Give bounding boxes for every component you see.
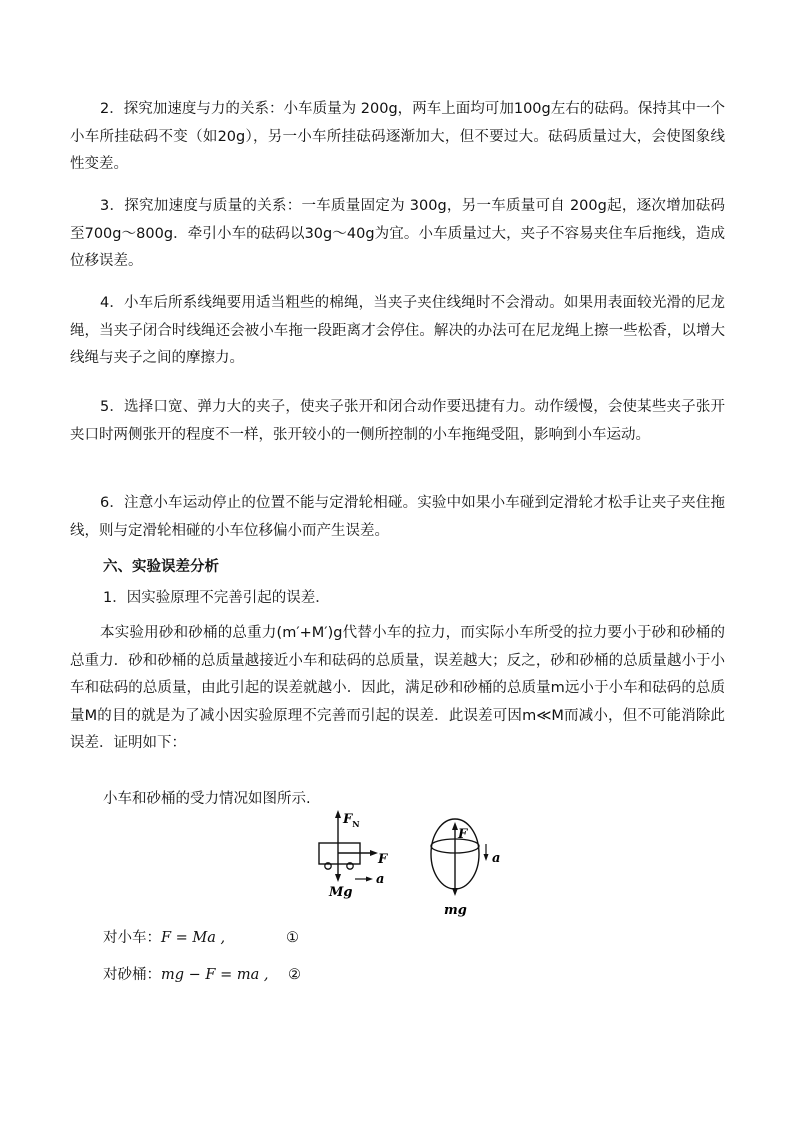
bucket-figure (431, 819, 500, 918)
paragraph-item-4: 4．小车后所系线绳要用适当粗些的棉绳，当夹子夹住线绳时不会滑动。如果用表面较光滑的尼龙绳，当夹子闭合时线绳还会被小车拖一段距离才会停住。解决的办法可在尼龙绳上擦一些松香，以增大线绳与夹子之间的摩擦力。 (70, 295, 725, 366)
analysis-paragraph: 本实验用砂和砂桶的总重力(m′+M′)g代替小车的拉力，而实际小车所受的拉力要小于砂和砂桶的总重力．砂和砂桶的总质量越接近小车和砝码的总质量，误差越大；反之，砂和砂桶的总质量越小于小车和砝码的总质量，由此引起的误差就越小．因此，满足砂和砂桶的总质量m远小于小车和砝码的总质量M的目的就是为了减小因实验原理不完善而引起的误差．此误差可因m≪M而减小，但不可能消除此误差．证明如下： (70, 625, 725, 751)
subheading: 1．因实验原理不完善引起的误差． (103, 590, 330, 606)
equation-number: ② (288, 967, 301, 983)
cart-acceleration-label: a (376, 872, 385, 887)
equation-formula: F = Ma , (161, 930, 226, 946)
cart-figure (319, 810, 388, 900)
paragraph-item-2: 2．探究加速度与力的关系：小车质量为 200g，两车上面均可加100g左右的砝码。保持其中一个小车所挂砝码不变（如20g），另一小车所挂砝码逐渐加大，但不要过大。砝码质量过大，会使图象线性变差。 (70, 101, 725, 172)
paragraph-item-6: 6．注意小车运动停止的位置不能与定滑轮相碰。实验中如果小车碰到定滑轮才松手让夹子夹住拖线，则与定滑轮相碰的小车位移偏小而产生误差。 (70, 495, 725, 539)
force-diagram (300, 808, 540, 918)
bucket-weight-label: mg (444, 903, 467, 918)
equation-number: ① (286, 930, 299, 946)
section-heading: 六、实验误差分析 (103, 559, 219, 575)
figure-caption: 小车和砂桶的受力情况如图所示. (103, 791, 311, 807)
bucket-tension-label: F (458, 827, 468, 842)
normal-force-label: $F_N$ (343, 812, 360, 829)
paragraph-item-5: 5．选择口宽、弹力大的夹子，使夹子张开和闭合动作要迅捷有力。动作缓慢，会使某些夹子张开夹口时两侧张开的程度不一样，张开较小的一侧所控制的小车拖绳受阻，影响到小车运动。 (70, 399, 725, 443)
equation-formula: mg − F = ma , (161, 967, 269, 983)
cart-weight-label: Mg (329, 885, 353, 900)
tension-label: F (378, 852, 388, 867)
bucket-acceleration-label: a (492, 851, 501, 866)
equation-row-bucket (103, 962, 301, 989)
paragraph-item-3: 3．探究加速度与质量的关系：一车质量固定为 300g，另一车质量可自 200g起，逐次增加砝码至700g～800g．牵引小车的砝码以30g～40g为宜。小车质量过大，夹子不容易夹住车后拖线，造成位移误差。 (70, 198, 725, 269)
equation-label: 对砂桶： (103, 967, 161, 983)
equation-row-cart (103, 925, 299, 952)
equation-label: 对小车： (103, 930, 161, 946)
